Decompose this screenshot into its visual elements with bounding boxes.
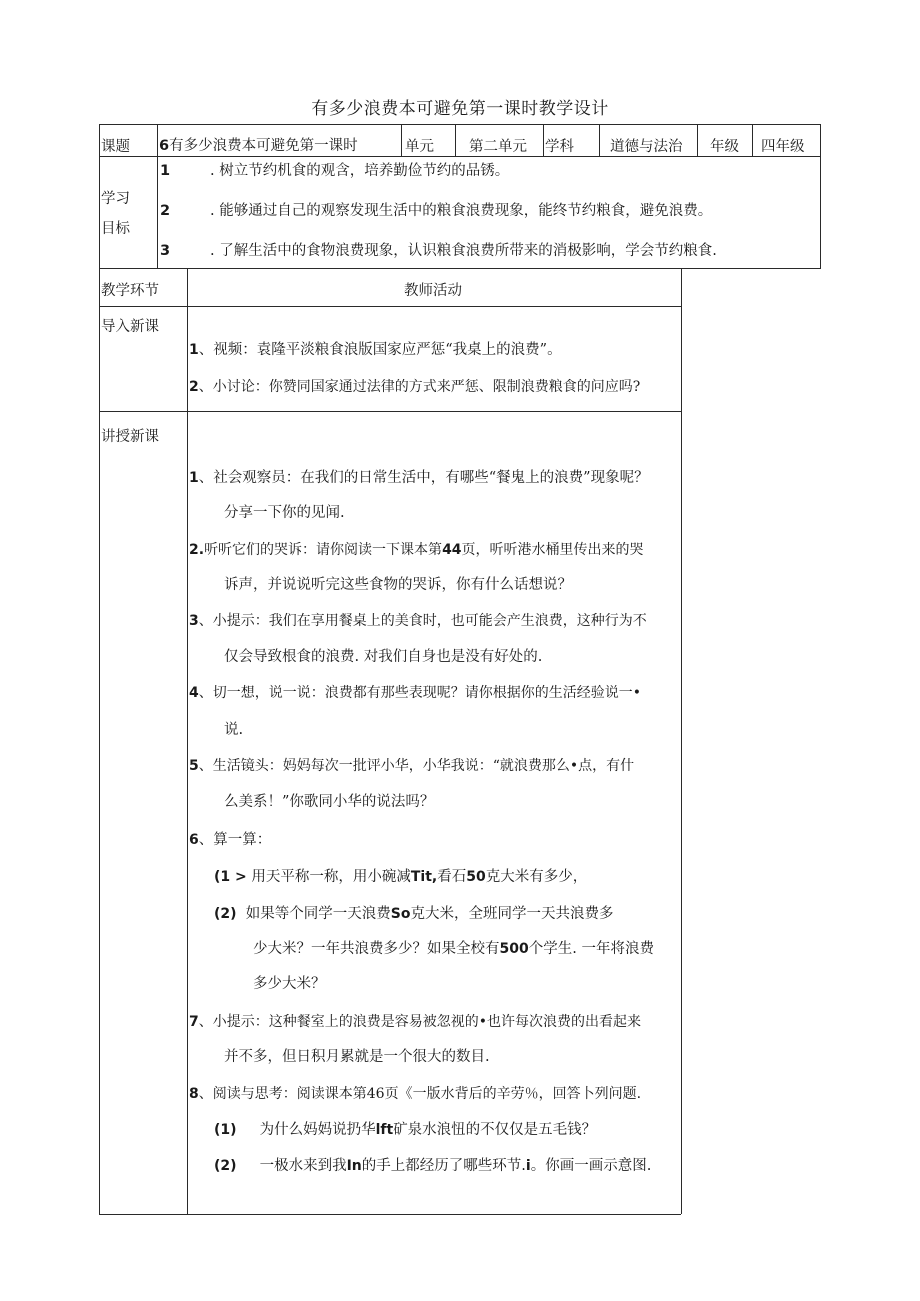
- objective-2-number: 2: [160, 203, 171, 219]
- intro-item-1-number: 1: [189, 342, 199, 358]
- section-header-right: 教师活动: [404, 283, 462, 299]
- lesson-item-7-number: 7: [189, 1014, 199, 1030]
- read-q2-bold: In: [346, 1158, 362, 1174]
- unit-value: 第二单元: [469, 139, 527, 155]
- table-border-bottom: [99, 1214, 681, 1215]
- calc-sub-2-line2-text-b: 个学生. 一年将浪费: [528, 941, 654, 957]
- document-title: 有多少浪费本可避免第一课时教学设计: [311, 99, 609, 119]
- read-q2-bold-b: i: [525, 1158, 531, 1174]
- lesson-item-2-page: 44: [442, 542, 462, 558]
- read-q1-bold: lft: [375, 1122, 394, 1138]
- lesson-item-6-line1: [189, 831, 271, 849]
- header-col-3: [455, 124, 456, 156]
- lesson-item-3-line1: [189, 612, 647, 630]
- read-q2-text-b: 的手上都经历了哪些环节.: [361, 1158, 526, 1174]
- calc-sub-2-text: 如果等个同学一天浪费: [245, 906, 391, 922]
- lesson-item-4-text: 、切一想，说一说：浪费都有那些表现呢？请你根据你的生活经验说一•: [198, 685, 642, 701]
- lesson-item-3-number: 3: [189, 613, 199, 629]
- calc-sub-2-line2-text: 少大米？一年共浪费多少？如果全校有: [253, 941, 500, 957]
- lesson-item-3-line2: 仅会导致根食的浪费. 对我们自身也是没有好处的.: [224, 649, 543, 665]
- lesson-item-5-number: 5: [189, 758, 199, 774]
- header-col-6: [697, 124, 698, 156]
- objectives-label-line1: 学习: [101, 191, 130, 207]
- lesson-item-6-text: 、算一算：: [198, 832, 272, 848]
- lesson-label: 讲授新课: [101, 429, 159, 445]
- objective-3-number: 3: [160, 243, 171, 259]
- objectives-bottom: [99, 268, 821, 269]
- objective-3-text: . 了解生活中的食物浪费现象，认识粮食浪费所带来的消极影响，学会节约粮食.: [210, 243, 717, 259]
- topic-number: 6: [159, 138, 170, 154]
- calc-sub-2-text-b: 克大米，全班同学一天共浪费多: [410, 906, 614, 922]
- calc-sub-2-students: 500: [499, 941, 529, 957]
- header-col-5: [599, 124, 600, 156]
- topic-label: 课题: [101, 139, 130, 155]
- lesson-item-1-text: 、社会观察员：在我们的日常生活中，有哪些“餐鬼上的浪费”现象呢？: [198, 470, 649, 486]
- lesson-item-2-line2: 诉声，并说说听完这些食物的哭诉，你有什么话想说？: [224, 577, 572, 593]
- lesson-item-4-line1: [189, 684, 641, 702]
- intro-item-2-text: 、小讨论：你赞同国家通过法律的方式来严惩、限制浪费粮食的问应吗?: [198, 379, 641, 395]
- calc-sub-2-number: (2): [214, 906, 237, 922]
- header-col-4: [543, 124, 544, 156]
- lesson-item-5-line2: 么美系！”你歌同小华的说法吗？: [224, 794, 435, 810]
- read-q2-text: 一极水来到我: [259, 1158, 347, 1174]
- lesson-item-4-line2: 说.: [224, 722, 244, 738]
- table-border-top: [99, 124, 821, 125]
- objective-1-number: 1: [160, 163, 171, 179]
- objective-2-text: . 能够通过自己的观察发现生活中的粮食浪费现象，能终节约粮食，避免浪费。: [210, 203, 713, 219]
- read-q1-text: 为什么妈妈说扔华: [259, 1122, 376, 1138]
- lesson-item-5-text: 、生活镜头：妈妈每次一批评小华，小华我说：“就浪费那么•点，有什: [198, 758, 635, 774]
- lesson-item-6-number: 6: [189, 832, 199, 848]
- topic-text: 有多少浪费本可避免第一课时: [169, 138, 358, 154]
- calc-sub-1-amount: 50: [466, 869, 486, 885]
- read-q2-text-c: 。你画一画示意图.: [530, 1158, 652, 1174]
- read-q1-number: (1): [214, 1122, 237, 1138]
- header-col-7: [752, 124, 753, 156]
- read-q1: [214, 1121, 596, 1139]
- intro-item-1: [189, 341, 562, 359]
- header-col-2: [401, 124, 402, 156]
- lesson-item-2-text-cont: 页，听听港水桶里传出来的哭: [461, 542, 644, 558]
- lesson-item-2-line1: [189, 541, 644, 559]
- subject-label: 学科: [545, 139, 574, 155]
- calc-sub-1: [214, 868, 587, 886]
- table-border-left: [99, 124, 100, 1214]
- lesson-item-1-line2: 分享一下你的见闻.: [224, 505, 345, 521]
- topic-value: [159, 137, 358, 155]
- header-row-divider: [99, 156, 821, 157]
- lesson-item-7-line2: 并不多，但日积月累就是一个很大的数目.: [224, 1049, 490, 1065]
- intro-label: 导入新课: [101, 319, 159, 335]
- lesson-item-2-number: 2.: [189, 542, 205, 558]
- lesson-item-4-number: 4: [189, 685, 199, 701]
- lesson-item-3-text: 、小提示：我们在享用餐桌上的美食时，也可能会产生浪费，这种行为不: [198, 613, 647, 629]
- calc-sub-1-text: 用天平称一称，用小碗减: [251, 869, 411, 885]
- objectives-label-line2: 目标: [101, 221, 130, 237]
- lesson-item-8-number: 8: [189, 1086, 199, 1102]
- lesson-item-7-text: 、小提示：这种餐室上的浪费是容易被忽视的•也许每次浪费的出看起来: [198, 1014, 642, 1030]
- calc-sub-2-line3: 多少大米？: [253, 976, 326, 992]
- calc-sub-2-line1: [214, 905, 613, 923]
- unit-label: 单元: [405, 139, 434, 155]
- header-col-1: [157, 124, 158, 268]
- calc-sub-1-text-c: 克大米有多少，: [485, 869, 588, 885]
- section-header-left: 教学环节: [101, 283, 159, 299]
- lesson-item-5-line1: [189, 757, 634, 775]
- table-border-right-top: [820, 124, 821, 268]
- intro-item-2: [189, 378, 640, 396]
- subject-value: 道德与法治: [610, 139, 683, 155]
- calc-sub-2-line2: [253, 940, 654, 958]
- grade-label: 年级: [710, 139, 739, 155]
- intro-item-2-number: 2: [189, 379, 199, 395]
- table-border-right: [681, 268, 682, 1214]
- intro-item-1-text: 、视频：袁隆平淡粮食浪版国家应严惩“我桌上的浪费”。: [198, 342, 562, 358]
- calc-sub-1-text-b: 看石: [437, 869, 467, 885]
- calc-sub-1-number: (1 >: [214, 869, 247, 885]
- lesson-item-8-text: 、阅读与思考：阅读课本第46页《一版水背后的辛劳％，回答卜列问题.: [198, 1086, 642, 1102]
- read-q2: [214, 1157, 651, 1175]
- read-q2-number: (2): [214, 1158, 237, 1174]
- grade-value: 四年级: [761, 139, 805, 155]
- objective-1-text: . 树立节约机食的观含，培养勤俭节约的品锈。: [210, 163, 510, 179]
- calc-sub-2-bold: So: [390, 906, 411, 922]
- lesson-item-1-line1: [189, 469, 649, 487]
- lesson-item-8-line1: [189, 1085, 641, 1103]
- lesson-item-7-line1: [189, 1013, 641, 1031]
- read-q1-text-b: 矿泉水浪忸的不仅仅是五毛钱？: [393, 1122, 597, 1138]
- lesson-item-2-text: 听听它们的哭诉：请你阅读一下课本第: [204, 542, 443, 558]
- activity-col-left: [187, 268, 188, 1214]
- lesson-item-1-number: 1: [189, 470, 199, 486]
- calc-sub-1-bold: Tit,: [410, 869, 438, 885]
